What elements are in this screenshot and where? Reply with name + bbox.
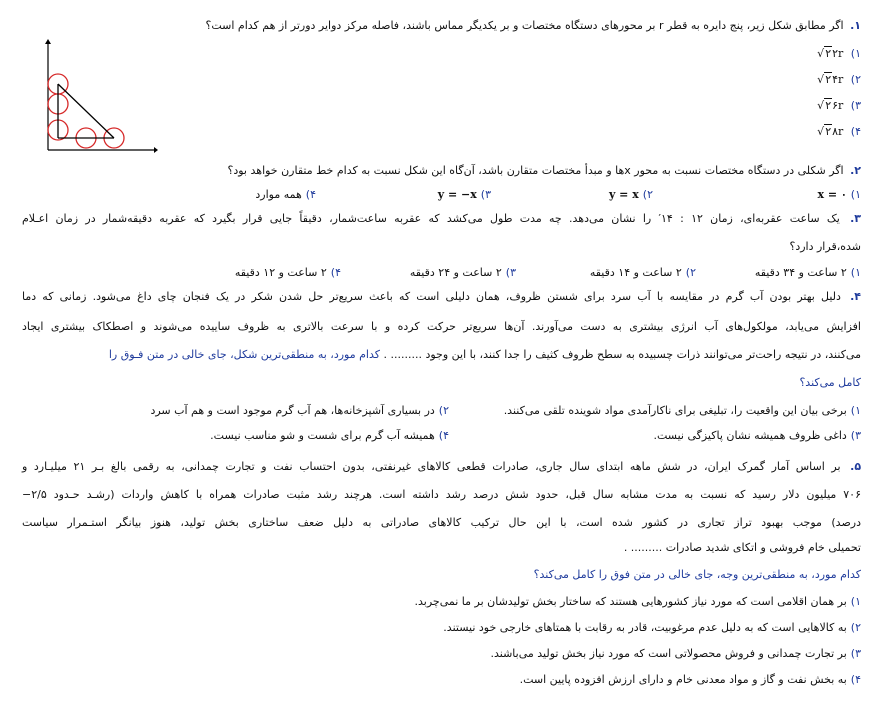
- passage-line-with-question: [22, 347, 861, 363]
- q4-options-row-1: [22, 403, 861, 419]
- q3-option-2[interactable]: ۲)۲ ساعت و ۱۴ دقیقه: [589, 266, 696, 279]
- q5-option-2[interactable]: ۲)به کالاهایی است که به دلیل عدم مرغوبیت، قادر به رقابت با همتاهای خارجی خود نیستند.: [443, 621, 861, 634]
- question-prompt-end: کامل می‌کند؟: [799, 376, 861, 389]
- q4-options-row-2: [22, 428, 861, 444]
- question-3-cont: [22, 239, 861, 255]
- q3-options: [22, 265, 861, 281]
- y-axis-arrow-icon: [45, 39, 51, 44]
- q4-option-3[interactable]: ۳)داغی ظروف همیشه نشان پاکیزگی نیست.: [653, 429, 861, 442]
- q1-option-4[interactable]: [817, 124, 861, 140]
- question-number: ۲.: [850, 164, 861, 177]
- option-number: ۲): [850, 73, 861, 86]
- passage-line: درصد) موجب بهبود تراز تجاری در کشور شده است، با این حال ترکیب کالاهای صادراتی به دلیل ضعف ساختاری بخش تولید، هنوز بیانگر استـمرار سیاست: [22, 516, 861, 529]
- question-number: ۱.: [850, 19, 861, 32]
- option-value: ۶r√۲: [817, 99, 844, 112]
- question-prompt: کدام مورد، به منطقی‌ترین وجه، جای خالی در متن فوق را کامل می‌کند؟: [533, 568, 861, 581]
- q5-option-3[interactable]: ۳)بر تجارت چمدانی و فروش محصولاتی است که مورد نیاز بخش تولید می‌باشند.: [490, 647, 861, 660]
- q4-option-2[interactable]: ۲)در بسیاری آشپزخانه‌ها، هم آب گرم موجود است و هم آب سرد: [150, 404, 449, 417]
- q2-option-2[interactable]: ۲)y = x: [608, 188, 653, 201]
- q3-option-1[interactable]: ۱)۲ ساعت و ۳۴ دقیقه: [754, 266, 861, 279]
- q3-option-3[interactable]: ۳)۲ ساعت و ۲۴ دقیقه: [409, 266, 516, 279]
- option-number: ۳): [850, 99, 861, 112]
- q1-option-3[interactable]: [817, 98, 861, 114]
- question-5: [22, 459, 861, 475]
- passage-line: ۷۰۶ میلیون دلار رسید که نسبت به مدت مشابه سال قبل، حدود شش درصد رشد داشته است. هرچند رشد مثبت صادرات همراه با کاهش واردات (رشـد حـدود ۲/۵−: [22, 488, 861, 501]
- x-axis-arrow-icon: [154, 147, 158, 153]
- q4-option-1[interactable]: ۱)برخی بیان این واقعیت را، تبلیغی برای ناکارآمدی مواد شوینده تلقی می‌کنند.: [503, 404, 861, 417]
- option-value: ۲r√۲: [817, 47, 844, 60]
- option-value: ۸r√۲: [817, 125, 844, 138]
- question-number: ۴.: [850, 290, 861, 303]
- hypotenuse: [58, 84, 114, 138]
- question-1: [22, 18, 861, 34]
- q1-option-2[interactable]: [817, 72, 861, 88]
- option-value: ۴r√۲: [817, 73, 844, 86]
- question-number: ۵.: [850, 460, 862, 473]
- question-number: ۳.: [850, 212, 862, 225]
- question-4: [22, 289, 861, 305]
- q4-option-4[interactable]: ۴)همیشه آب گرم برای شست و شو مناسب نیست.: [210, 429, 449, 442]
- question-text: یک ساعت عقربه‌ای، زمان ۱۲ : ۱۴′ را نشان می‌دهد. چه مدت طول می‌کشد که عقربه ساعت‌شمار، دقیقاً جایی قرار بگیرد که عقربه دقیقه‌شمار در زمان اعـلام: [22, 212, 840, 225]
- passage-line: تحمیلی خام فروشی و اتکای شدید صادرات ......... .: [623, 541, 861, 554]
- q2-options: [22, 187, 861, 203]
- question-text: اگر شکلی در دستگاه مختصات نسبت به محور xها و مبدأ مختصات متقارن باشد، آن‌گاه این شکل نسبت به کدام خط متقارن خواهد بود؟: [227, 164, 844, 177]
- circles-figure: [38, 38, 158, 158]
- q5-option-4[interactable]: ۴)به بخش نفت و گاز و مواد معدنی خام و دارای ارزش افزوده پایین است.: [519, 673, 861, 686]
- q3-option-4[interactable]: ۴)۲ ساعت و ۱۲ دقیقه: [234, 266, 341, 279]
- option-number: ۴): [850, 125, 861, 138]
- question-3: [22, 211, 861, 227]
- option-number: ۱): [850, 47, 861, 60]
- passage-line: بر اساس آمار گمرک ایران، در شش ماهه ابتدای سال جاری، صادرات قطعی کالاهای غیرنفتی، بدون احتساب نفت و تجارت چمدانی، به رقمی بالغ بـر ۲۱ میلیـارد و: [22, 460, 841, 473]
- question-text-cont: شده،قرار دارد؟: [789, 240, 861, 253]
- passage-line: می‌کنند، در نتیجه راحت‌تر می‌توانند ذرات چسبیده به سطح ظروف کثیف را جدا کنند، با این وجود ......... .: [383, 348, 861, 361]
- passage-line: دلیل بهتر بودن آب گرم در مقایسه با آب سرد برای شستن ظروف، همان دلیلی است که باعث سریع‌تر حل شدن شکر در یک فنجان چای داغ می‌شود. زمانی که دما: [22, 290, 841, 303]
- passage-line: افزایش می‌یابد، مولکول‌های آب انرژی بیشتری به دست می‌آورند. آن‌ها سریع‌تر حرکت کرده و با سرعت بالاتری به ظروف ساییده می‌شوند و اصطکاک بیشتری ایجاد: [22, 320, 861, 333]
- question-prompt: کدام مورد، به منطقی‌ترین شکل، جای خالی در متن فـوق را: [108, 348, 380, 361]
- q2-option-3[interactable]: ۳)y = −x: [437, 188, 491, 201]
- q2-option-1[interactable]: ۱)x = ۰: [817, 188, 861, 201]
- question-2: [22, 163, 861, 179]
- question-text: اگر مطابق شکل زیر، پنج دایره به قطر r بر محورهای دستگاه مختصات و بر یکدیگر مماس باشند، فاصله مرکز دوایر دورتر از هم کدام است؟: [205, 19, 844, 32]
- q2-option-4[interactable]: ۴)همه موارد: [255, 188, 316, 201]
- q1-option-1[interactable]: [817, 46, 861, 62]
- q5-option-1[interactable]: ۱)بر همان اقلامی است که مورد نیاز کشورهایی هستند که ساختار بخش تولیدشان بر ما نمی‌چربد.: [414, 595, 861, 608]
